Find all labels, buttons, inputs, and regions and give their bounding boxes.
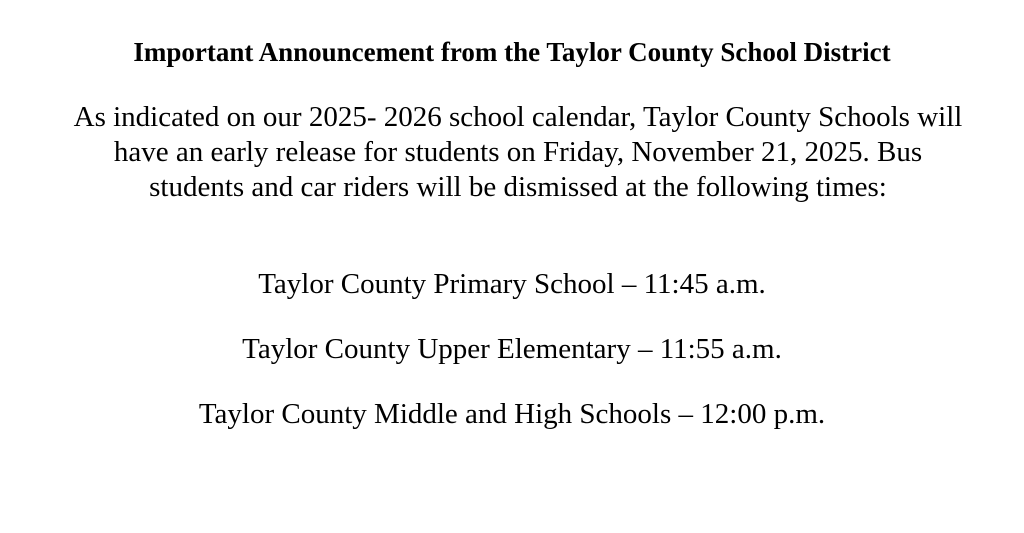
schedule-item-middle-high-schools: Taylor County Middle and High Schools – 12:00 p.m. (198, 398, 826, 430)
dismissal-schedule (0, 266, 1024, 461)
schedule-item-upper-elementary: Taylor County Upper Elementary – 11:55 a.m. (242, 333, 782, 365)
intro-line: have an early release for students on Friday, November 21, 2025. Bus (113, 136, 923, 168)
intro-line: As indicated on our 2025- 2026 school calendar, Taylor County Schools will (73, 101, 963, 133)
intro-line: students and car riders will be dismissed at the following times: (149, 171, 887, 203)
announcement-intro (30, 100, 1006, 205)
schedule-item-primary-school: Taylor County Primary School – 11:45 a.m. (258, 268, 766, 300)
announcement-title: Important Announcement from the Taylor County School District (133, 37, 891, 67)
